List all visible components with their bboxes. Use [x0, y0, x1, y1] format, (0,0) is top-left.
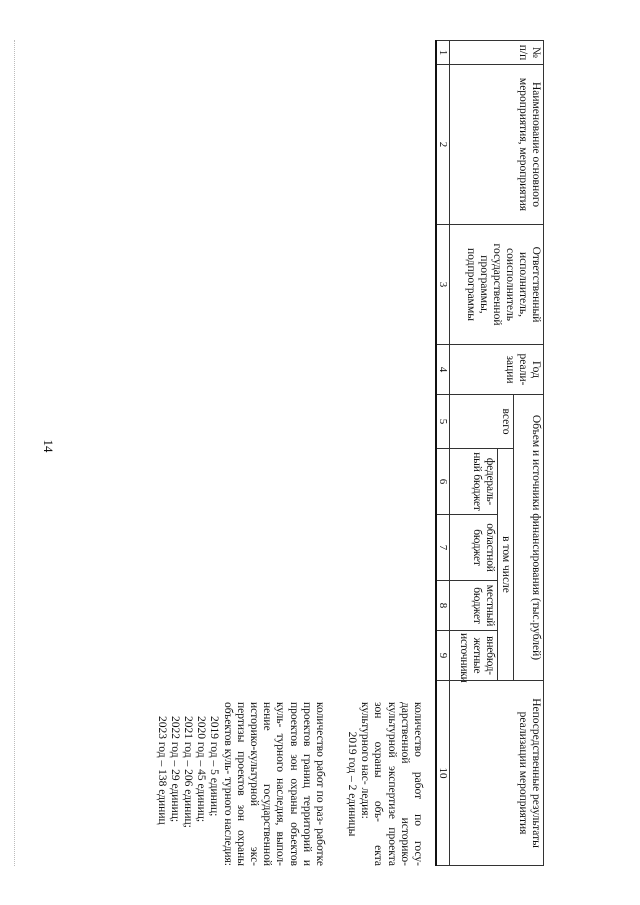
left-margin-line — [14, 40, 16, 866]
header-local: местный бюджет — [450, 581, 498, 631]
header-including: в том числе — [498, 449, 514, 681]
column-number: 4 — [436, 345, 450, 395]
column-number: 6 — [436, 449, 450, 515]
column-number: 5 — [436, 395, 450, 449]
header-regional: областной бюджет — [450, 515, 498, 581]
result-text: количество работ по госу- дарственной историко- культурной экспертизе проекта зон охраны объ- екта культурного нас- ледия: — [359, 702, 424, 866]
results-area — [84, 40, 424, 865]
program-table — [435, 40, 544, 866]
column-number: 8 — [436, 581, 450, 631]
header-total: всего — [450, 395, 514, 449]
result-block-expertise — [345, 702, 424, 866]
rotated-page-content — [88, 40, 544, 865]
result-block-zones — [154, 702, 326, 866]
header-no: № п/п — [450, 41, 544, 65]
column-number: 9 — [436, 631, 450, 681]
column-number: 2 — [436, 65, 450, 225]
result-text: количество работ по раз- работке проектов границ территорий и проектов зон охраны объектов куль- турного наследия, выпол- нение государственной историко-культурной экс- пертизы проектов зон охраны объектов куль- турного наследия: — [221, 702, 326, 866]
header-funding: Объем и источники финансирования (тыс.рублей) — [514, 395, 544, 681]
result-year-line: 2020 год – 45 единиц; — [195, 716, 208, 823]
header-extra: внебюд- жетные источники — [450, 631, 498, 681]
header-name: Наименование основного мероприятия, мероприятия — [450, 65, 544, 225]
page-number: 14 — [41, 439, 56, 453]
header-results: Непосредственные результаты реализации мероприятия — [450, 681, 544, 866]
header-responsible: Ответственный исполнитель, соисполнитель государственной программы, подпрограммы — [450, 225, 544, 345]
result-year-line: 2021 год – 206 единиц; — [181, 716, 194, 828]
result-year-line: 2019 год – 5 единиц; — [208, 716, 221, 817]
result-year-line: 2022 год – 29 единиц; — [168, 716, 181, 823]
header-year: Год реали- зации — [450, 345, 544, 395]
header-federal: федераль- ный бюджет — [450, 449, 498, 515]
column-number: 1 — [436, 41, 450, 65]
column-number: 10 — [436, 681, 450, 866]
column-number: 3 — [436, 225, 450, 345]
result-year-line: 2023 год – 138 единиц — [155, 716, 168, 825]
column-number: 7 — [436, 515, 450, 581]
result-year-line: 2019 год – 2 единицы — [345, 731, 358, 837]
